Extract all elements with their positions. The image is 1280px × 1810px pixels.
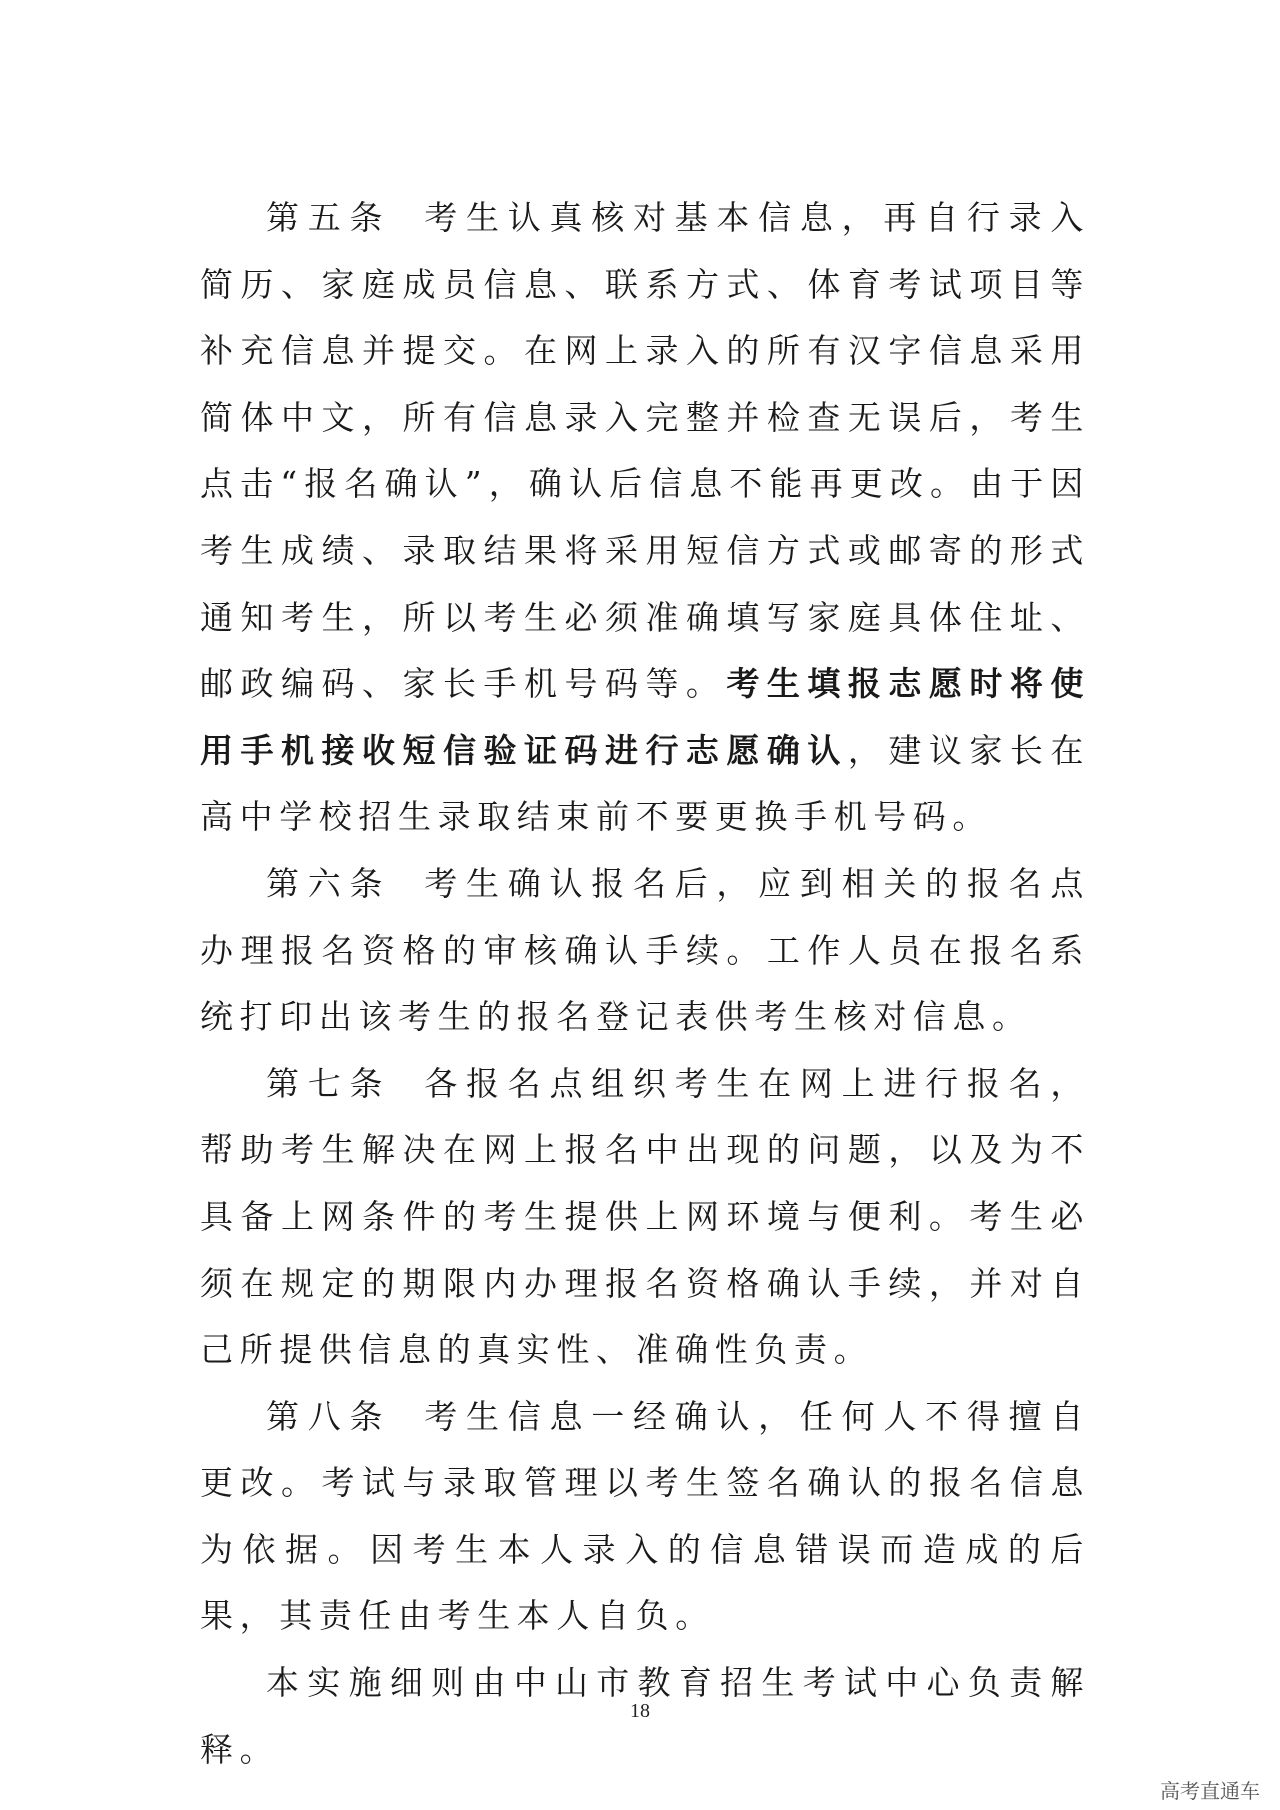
bold-emphasis-text: 考生填报志愿时将使用手机接收短信验证码进行志愿确认 (200, 664, 1090, 770)
closing-text: 本实施细则由中山市教育招生考试中心负责解释。 (200, 1663, 1090, 1769)
article-text: 考生信息一经确认，任何人不得擅自更改。考试与录取管理以考生签名确认的报名信息为依据。因考生本人录入的信息错误而造成的后果，其责任由考生本人自负。 (200, 1396, 1090, 1636)
article-text: 考生确认报名后，应到相关的报名点办理报名资格的审核确认手续。工作人员在报名系统打印出该考生的报名登记表供考生核对信息。 (200, 863, 1090, 1037)
document-body (200, 185, 1090, 1783)
article-label: 第七条 (266, 1063, 392, 1103)
article-text-continued: ，建议家长在高中学校招生录取结束前不要更换手机号码。 (200, 730, 1090, 837)
article-text: 考生认真核对基本信息，再自行录入简历、家庭成员信息、联系方式、体育考试项目等补充信息并提交。在网上录入的所有汉字信息采用简体中文，所有信息录入完整并检查无误后，考生点击“报名确认”，确认后信息不能再更改。由于因考生成绩、录取结果将采用短信方式或邮寄的形式通知考生，所以考生必须准确填写家庭具体住址、邮政编码、家长手机号码等。 (200, 198, 1090, 704)
page-number: 18 (630, 1700, 650, 1722)
article-7 (200, 1051, 1090, 1384)
article-8 (200, 1384, 1090, 1650)
article-label: 第五条 (266, 198, 392, 237)
article-label: 第六条 (266, 863, 392, 903)
watermark: 高考直通车 (1160, 1779, 1260, 1803)
article-6 (200, 851, 1090, 1051)
article-label: 第八条 (266, 1396, 392, 1436)
article-text: 各报名点组织考生在网上进行报名，帮助考生解决在网上报名中出现的问题，以及为不具备上网条件的考生提供上网环境与便利。考生必须在规定的期限内办理报名资格确认手续，并对自己所提供信息的真实性、准确性负责。 (200, 1063, 1090, 1370)
article-5 (200, 185, 1090, 851)
